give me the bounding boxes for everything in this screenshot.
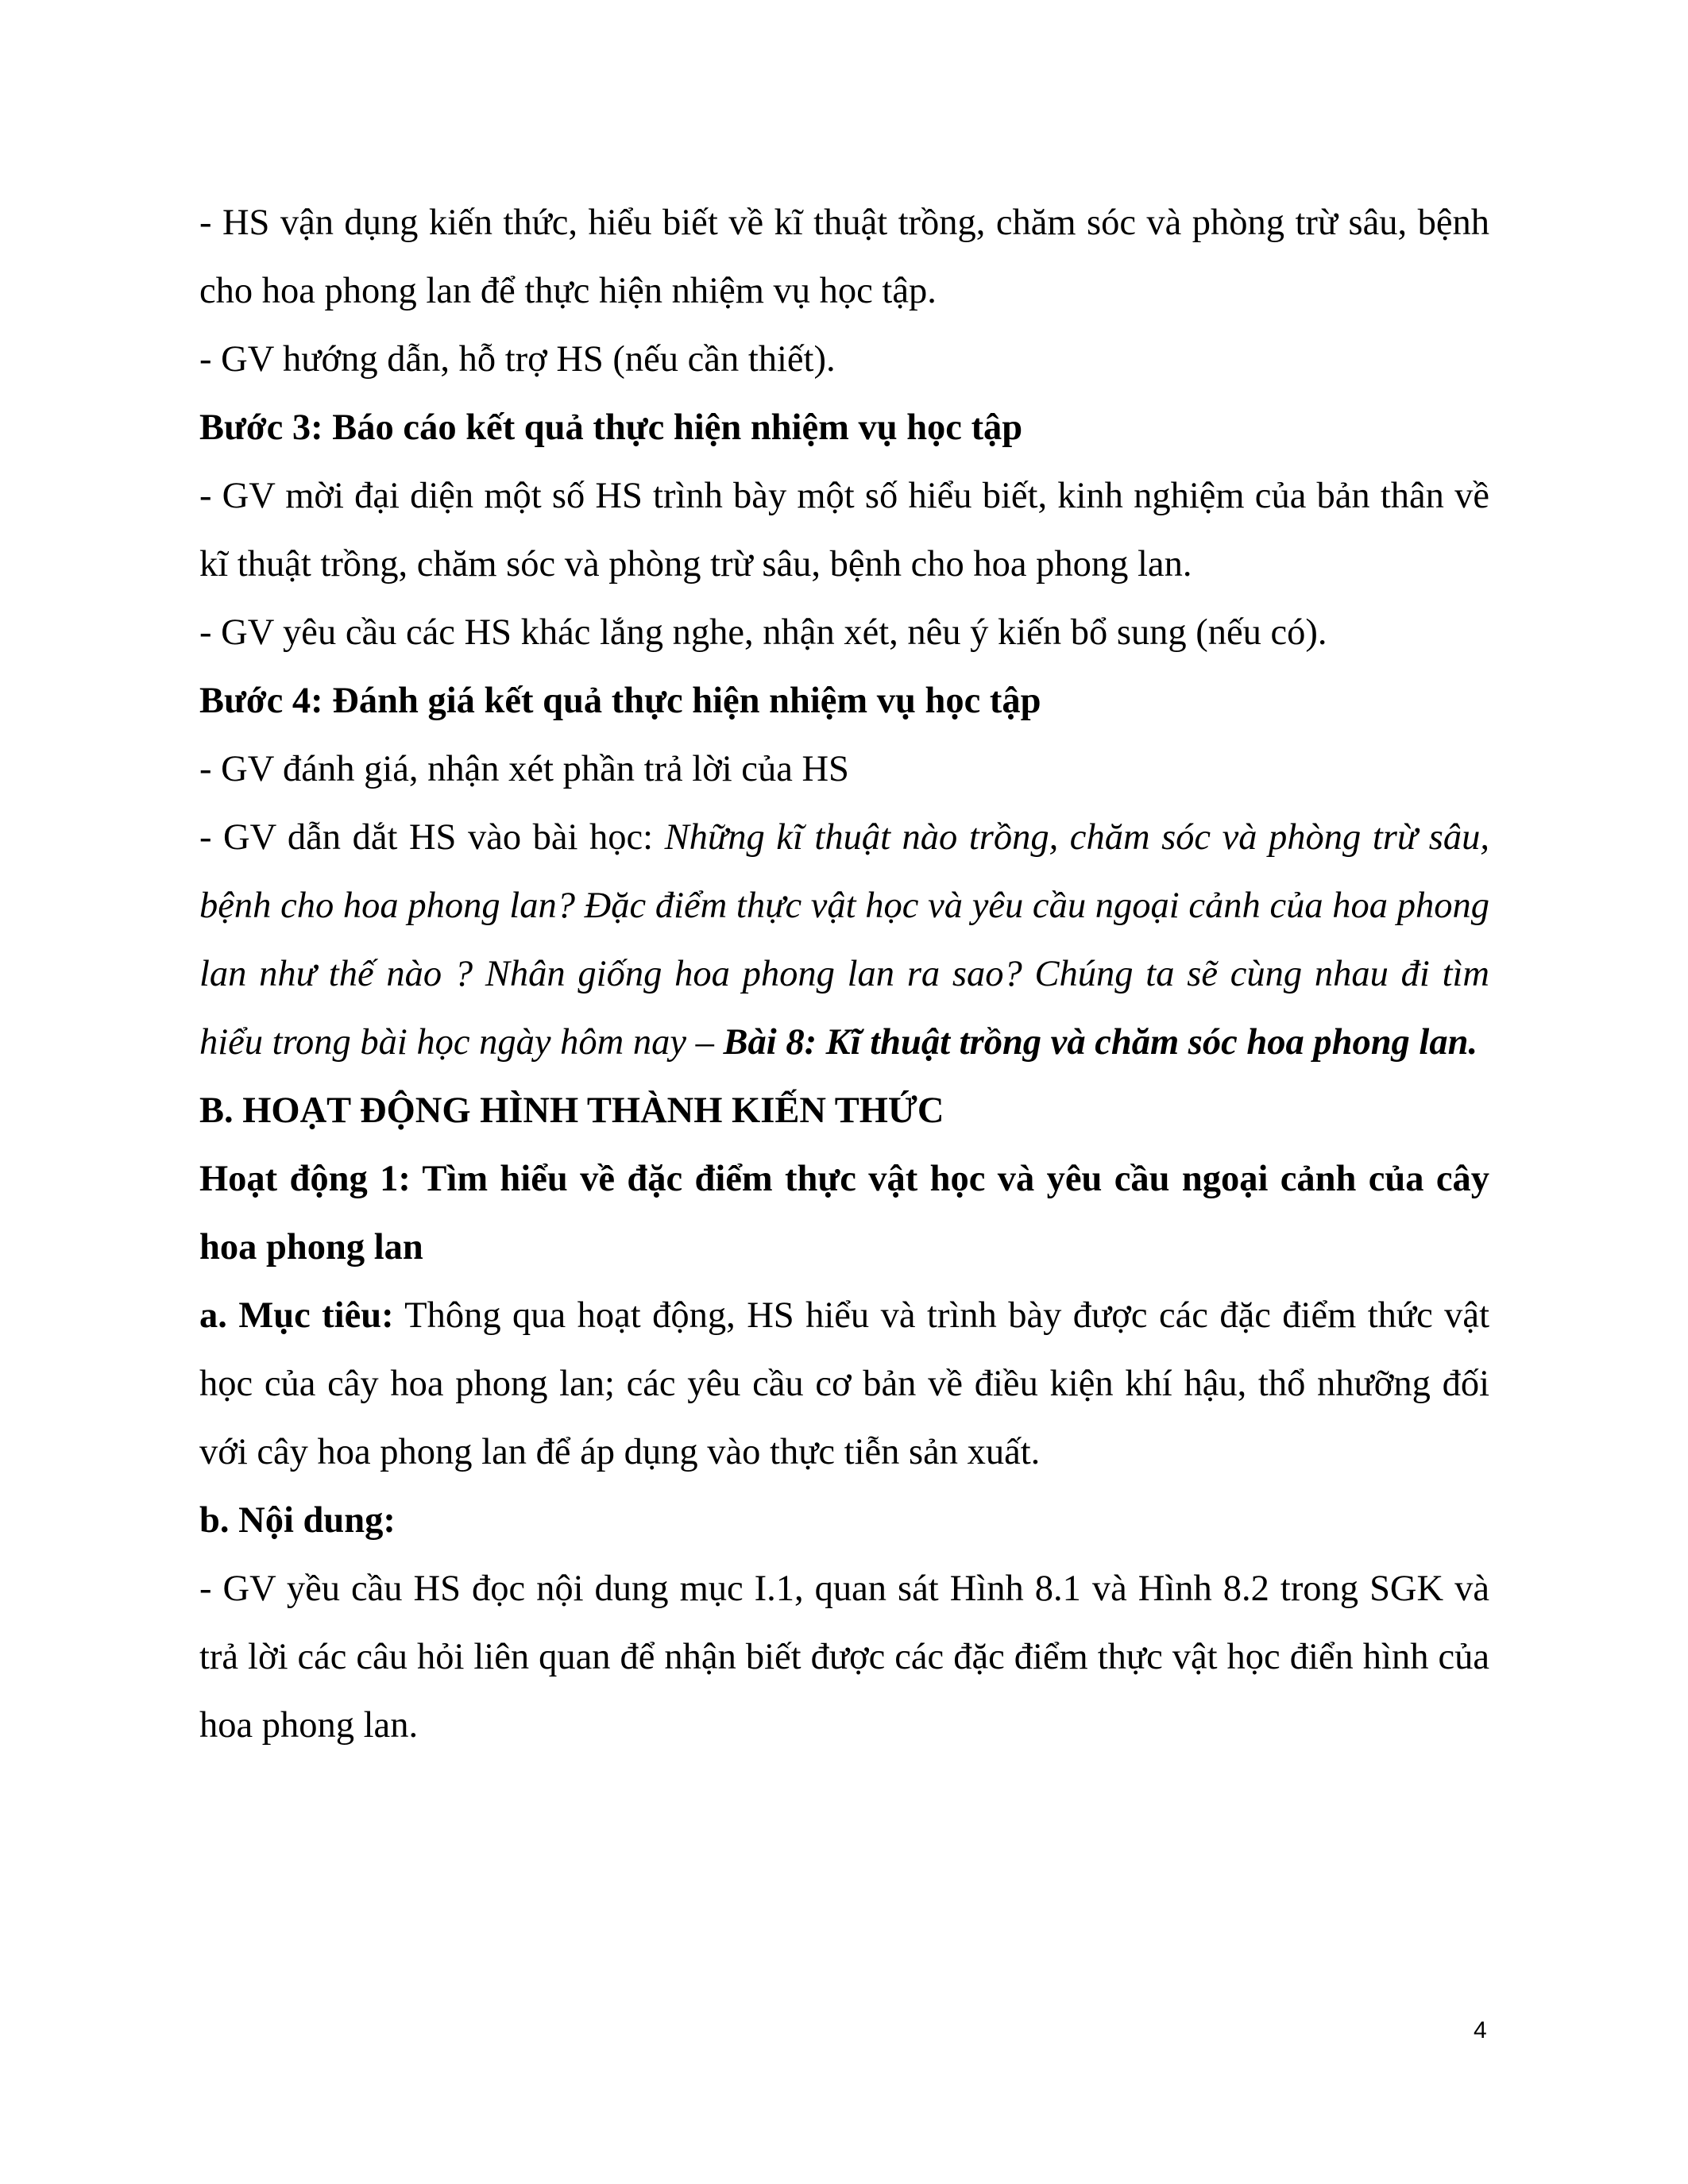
goal-text: Thông qua hoạt động, HS hiểu và trình bày được các đặc điểm thức vật học của cây hoa phong lan; các yêu cầu cơ bản về điều kiện khí hậu, thổ nhưỡng đối với cây hoa phong lan để áp dụng vào thực tiễn sản xuất.: [199, 1295, 1489, 1472]
paragraph: - GV yều cầu HS đọc nội dung mục I.1, quan sát Hình 8.1 và Hình 8.2 trong SGK và trả lời các câu hỏi liên quan để nhận biết được các đặc điểm thực vật học điển hình của hoa phong lan.: [199, 1569, 1489, 1746]
lesson-title: Bài 8: Kĩ thuật trồng và chăm sóc hoa phong lan.: [723, 1022, 1478, 1063]
paragraph: - GV mời đại diện một số HS trình bày một số hiểu biết, kinh nghiệm của bản thân về kĩ thuật trồng, chăm sóc và phòng trừ sâu, bệnh cho hoa phong lan.: [199, 476, 1489, 585]
paragraph-intro: [199, 804, 1489, 1077]
goal-paragraph: [199, 1282, 1489, 1487]
paragraph: - GV hướng dẫn, hỗ trợ HS (nếu cần thiết).: [199, 339, 836, 380]
intro-questions: Những kĩ thuật nào trồng, chăm sóc và phòng trừ sâu, bệnh cho hoa phong lan? Đặc điểm thực vật học và yêu cầu ngoại cảnh của hoa phong lan như thế nào ? Nhân giống hoa phong lan ra sao? Chúng ta sẽ cùng nhau đi tìm hiểu trong bài học ngày hôm nay –: [199, 817, 1490, 1063]
intro-lead: - GV dẫn dắt HS vào bài học:: [199, 817, 665, 858]
step-heading: Bước 3: Báo cáo kết quả thực hiện nhiệm vụ học tập: [199, 407, 1023, 448]
step-heading: Bước 4: Đánh giá kết quả thực hiện nhiệm vụ học tập: [199, 681, 1041, 721]
paragraph: - HS vận dụng kiến thức, hiểu biết về kĩ thuật trồng, chăm sóc và phòng trừ sâu, bệnh cho hoa phong lan để thực hiện nhiệm vụ học tập.: [199, 203, 1489, 311]
paragraph: - GV yêu cầu các HS khác lắng nghe, nhận xét, nêu ý kiến bổ sung (nếu có).: [199, 612, 1327, 653]
document-page: [199, 189, 1489, 1760]
page-number: 4: [1474, 2017, 1487, 2043]
content-label: b. Nội dung:: [199, 1500, 396, 1541]
section-heading: B. HOẠT ĐỘNG HÌNH THÀNH KIẾN THỨC: [199, 1090, 944, 1131]
goal-label: a. Mục tiêu:: [199, 1295, 394, 1336]
activity-heading: Hoạt động 1: Tìm hiểu về đặc điểm thực vật học và yêu cầu ngoại cảnh của cây hoa phong lan: [199, 1159, 1489, 1268]
paragraph: - GV đánh giá, nhận xét phần trả lời của HS: [199, 749, 849, 789]
